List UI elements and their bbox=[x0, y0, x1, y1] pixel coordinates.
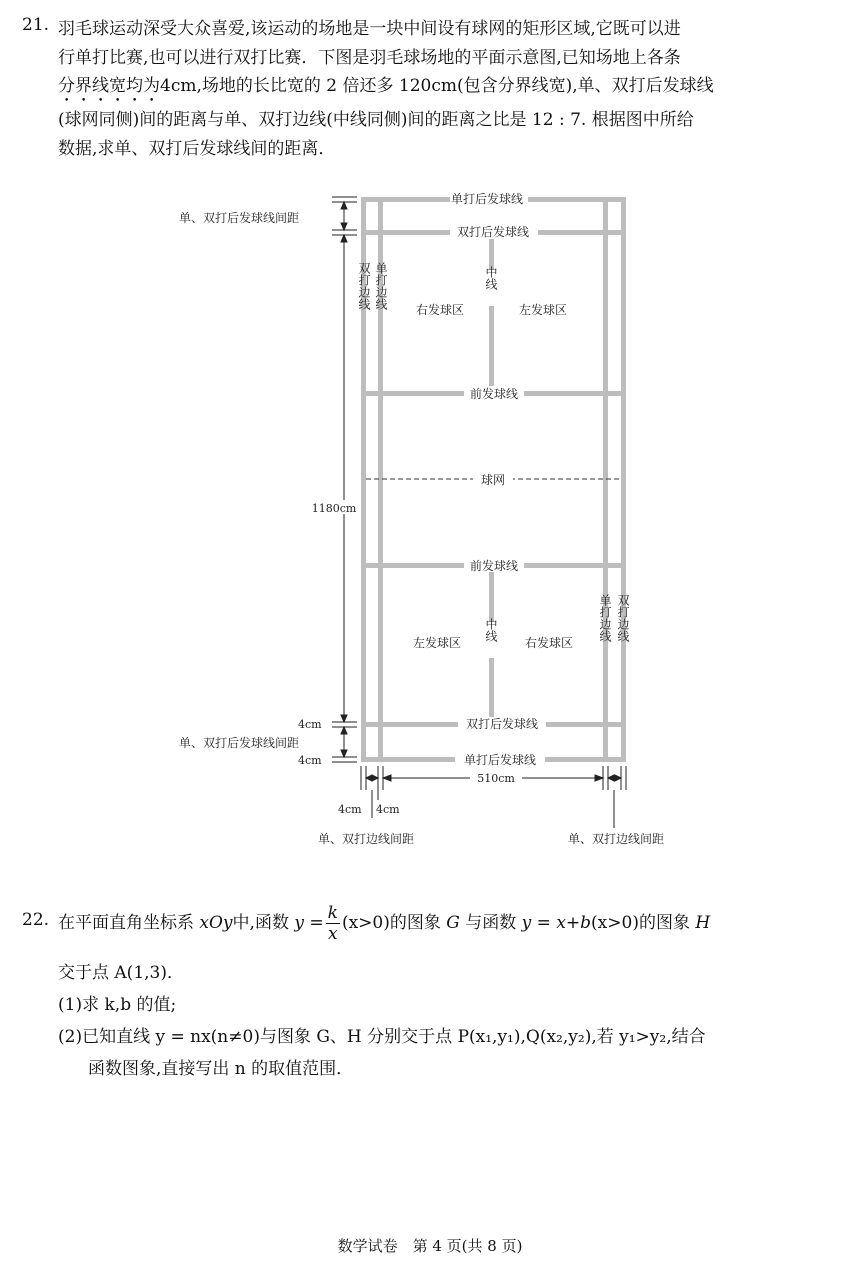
q22-part-1: (1)求 k,b 的值; bbox=[58, 995, 177, 1015]
label-4cm-a: 4cm bbox=[298, 718, 322, 731]
diagram-labels bbox=[179, 191, 664, 846]
arrow bbox=[341, 235, 347, 242]
label-single-side-bottom: 单打边线 bbox=[598, 594, 612, 642]
arrow bbox=[595, 775, 603, 781]
q22-G: G bbox=[446, 913, 460, 933]
label-net: 球网 bbox=[480, 473, 506, 487]
label-double-side-top bbox=[357, 262, 371, 311]
label-single-back-line-bottom: 单打后发球线 bbox=[463, 753, 537, 767]
label-double-back-line-bottom: 双打后发球线 bbox=[465, 717, 539, 731]
label-back-gap-top: 单、双打后发球线间距 bbox=[179, 211, 300, 225]
label-side-gap-left: 单、双打边线间距 bbox=[318, 832, 415, 846]
label-center-line-top: 中线 bbox=[484, 266, 498, 290]
label-width: 510cm bbox=[477, 772, 515, 785]
question-22-body bbox=[58, 957, 848, 1085]
vertical-label: 单打边线 bbox=[374, 262, 388, 310]
arrow bbox=[341, 223, 347, 230]
label-front-line-bottom: 前发球线 bbox=[469, 559, 519, 573]
label-length: 1180cm bbox=[311, 502, 357, 515]
q22-expr: y = x+b bbox=[521, 913, 592, 933]
fraction-k-over-x bbox=[326, 903, 340, 944]
q22-y: y = bbox=[294, 913, 324, 933]
label-backgrounds bbox=[310, 192, 546, 785]
label-right-court-top: 右发球区 bbox=[415, 303, 465, 317]
arrow bbox=[341, 750, 347, 757]
arrow bbox=[366, 775, 372, 781]
label-4cm-d: 4cm bbox=[376, 803, 400, 816]
q22-H: H bbox=[695, 913, 711, 933]
vertical-label: 双打边线 bbox=[357, 262, 371, 310]
center-line-top bbox=[489, 235, 494, 391]
label-4cm-b: 4cm bbox=[298, 754, 322, 767]
arrow bbox=[341, 727, 347, 734]
label-4cm-c: 4cm bbox=[338, 803, 362, 816]
q22-text: (x>0)的图象 bbox=[341, 913, 441, 933]
q22-part-2-cont: 函数图象,直接写出 n 的取值范围． bbox=[88, 1059, 354, 1079]
q22-part-2: (2)已知直线 y = nx(n≠0)与图象 G、H 分别交于点 P(x₁,y₁),Q(x₂,y₂),若 y₁>y₂,结合 bbox=[58, 1027, 706, 1047]
arrow bbox=[341, 202, 347, 209]
q22-line-2: 交于点 A(1,3)． bbox=[58, 963, 184, 983]
q21-line-4: (球网同侧)间的距离与单、双打边线(中线同侧)间的距离之比是 12 : 7. 根据图中所给 bbox=[58, 110, 694, 130]
arrow bbox=[608, 775, 614, 781]
label-center-line-bottom: 中线 bbox=[484, 618, 498, 642]
label-side-gap-right: 单、双打边线间距 bbox=[568, 832, 665, 846]
label-front-line-top: 前发球线 bbox=[469, 387, 519, 401]
q21-line-1: 羽毛球运动深受大众喜爱,该运动的场地是一块中间设有球网的矩形区域,它既可以进 bbox=[58, 19, 681, 39]
arrow bbox=[615, 775, 621, 781]
label-right-court-bottom: 右发球区 bbox=[524, 636, 574, 650]
arrow bbox=[383, 775, 391, 781]
q21-line-3-rest: 4cm,场地的长比宽的 2 倍还多 120cm(包含分界线宽),单、双打后发球线 bbox=[160, 76, 714, 96]
q21-emphasis: 分界线宽均为 bbox=[58, 76, 160, 96]
q21-line-5: 数据,求单、双打后发球线间的距离． bbox=[58, 138, 336, 159]
double-side-line-right bbox=[621, 197, 626, 762]
page-footer: 数学试卷 第 4 页(共 8 页) bbox=[337, 1237, 523, 1255]
q22-xoy: xOy bbox=[199, 913, 233, 933]
label-double-side-bottom: 双打边线 bbox=[616, 594, 630, 642]
q22-text: 中,函数 bbox=[232, 913, 289, 933]
label-double-back-line-top: 双打后发球线 bbox=[456, 225, 530, 239]
label-left-court-top: 左发球区 bbox=[518, 303, 568, 317]
question-21-number: 21. bbox=[22, 15, 50, 35]
q22-text: 在平面直角坐标系 bbox=[58, 913, 194, 933]
fraction-denominator: x bbox=[327, 924, 338, 944]
q22-text: (x>0)的图象 bbox=[591, 913, 690, 933]
arrow bbox=[372, 775, 378, 781]
label-back-gap-bottom: 单、双打后发球线间距 bbox=[179, 736, 300, 750]
fraction-numerator: k bbox=[327, 903, 338, 923]
label-single-back-line-top: 单打后发球线 bbox=[450, 192, 524, 206]
arrow bbox=[341, 715, 347, 722]
question-22-line-1 bbox=[58, 903, 848, 944]
label-left-court-bottom: 左发球区 bbox=[412, 636, 462, 650]
left-dimensions bbox=[332, 197, 357, 762]
question-22-number: 22. bbox=[22, 910, 50, 930]
label-single-side-top bbox=[374, 262, 388, 311]
q21-line-2: 行单打比赛,也可以进行双打比赛．下图是羽毛球场地的平面示意图,已知场地上各条 bbox=[58, 47, 681, 68]
q22-text: 与函数 bbox=[465, 913, 517, 933]
